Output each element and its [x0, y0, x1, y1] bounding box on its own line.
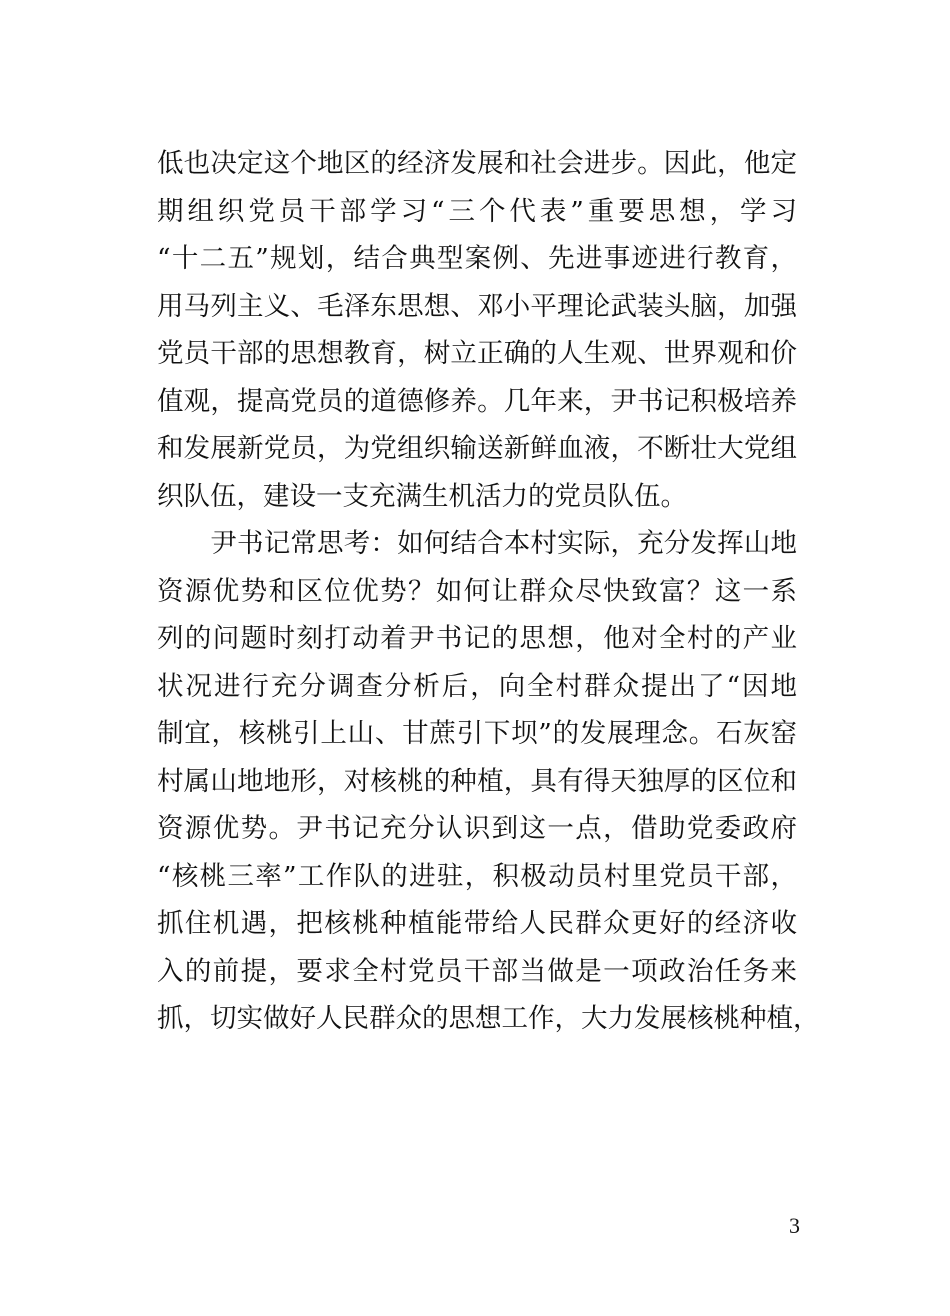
body-text — [157, 140, 820, 1043]
text-line: 和发展新党员，为党组织输送新鲜血液，不断壮大党组 — [157, 433, 797, 464]
text-line: “核桃三率”工作队的进驻，积极动员村里党员干部， — [157, 860, 797, 892]
text-line: 党员干部的思想教育，树立正确的人生观、世界观和价 — [157, 338, 797, 369]
text-line: 抓住机遇，把核桃种植能带给人民群众更好的经济收 — [157, 908, 797, 939]
text-line: 尹书记常思考：如何结合本村实际，充分发挥山地 — [157, 528, 797, 559]
text-line: 列的问题时刻打动着尹书记的思想，他对全村的产业 — [157, 623, 797, 654]
text-line: 低也决定这个地区的经济发展和社会进步。因此，他定 — [157, 148, 797, 179]
text-line: 资源优势。尹书记充分认识到这一点，借助党委政府 — [157, 813, 797, 844]
text-line: 入的前提，要求全村党员干部当做是一项政治任务来 — [157, 955, 797, 987]
text-line: 资源优势和区位优势？如何让群众尽快致富？这一系 — [157, 575, 797, 607]
text-line: 抓，切实做好人民群众的思想工作，大力发展核桃种植， — [157, 1003, 820, 1034]
text-line: “十二五”规划，结合典型案例、先进事迹进行教育， — [157, 243, 797, 274]
text-line: 用马列主义、毛泽东思想、邓小平理论武装头脑，加强 — [157, 290, 797, 322]
text-line: 状况进行充分调查分析后，向全村群众提出了“因地 — [157, 670, 797, 702]
text-line: 期组织党员干部学习“三个代表”重要思想，学习 — [157, 195, 797, 227]
text-line: 值观，提高党员的道德修养。几年来，尹书记积极培养 — [157, 385, 797, 417]
text-line: 织队伍，建设一支充满生机活力的党员队伍。 — [157, 480, 687, 512]
text-line: 村属山地地形，对核桃的种植，具有得天独厚的区位和 — [157, 765, 797, 797]
text-line: 制宜，核桃引上山、甘蔗引下坝”的发展理念。石灰窑 — [157, 718, 797, 749]
page-number: 3 — [789, 1213, 800, 1238]
